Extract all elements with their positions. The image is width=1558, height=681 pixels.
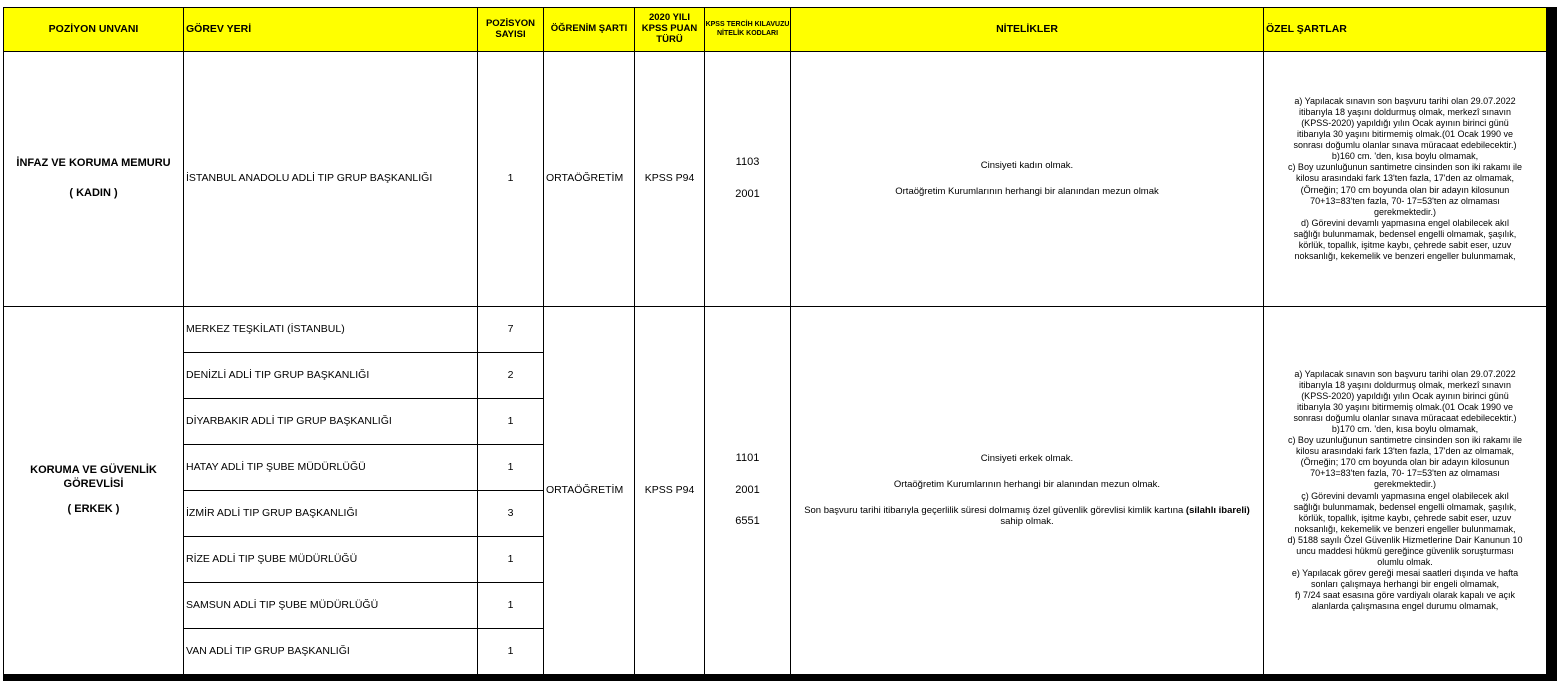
location-cell: İSTANBUL ANADOLU ADLİ TIP GRUP BAŞKANLIĞI [184,52,477,306]
position-title-cell [4,52,183,306]
nitelik-item: Cinsiyeti erkek olmak. [980,452,1074,464]
location-cell: MERKEZ TEŞKİLATI (İSTANBUL) [184,307,477,352]
count-cell: 1 [478,583,543,628]
header-pozisyon-sayisi: POZİSYON SAYISI [478,8,543,51]
nitelikler-cell [791,52,1263,306]
nitelik-code: 1103 [735,156,760,169]
header-nitelik-kodlari: KPSS TERCİH KILAVUZU NİTELİK KODLARI [705,8,790,51]
nitelik-code: 2001 [735,188,760,200]
count-cell: 3 [478,491,543,536]
header-ogrenim-sarti: ÖĞRENİM ŞARTI [544,8,634,51]
nitelik-bold-text: (silahlı ibareli) [1185,504,1250,516]
position-gender: ( ERKEK ) [67,503,120,516]
location-cell: DİYARBAKIR ADLİ TIP GRUP BAŞKANLIĞI [184,399,477,444]
nitelikler-cell [791,307,1263,674]
position-gender: ( KADIN ) [69,187,118,199]
header-pozisyon-unvani: POZİYON UNVANI [4,8,183,51]
location-cell: VAN ADLİ TIP GRUP BAŞKANLIĞI [184,629,477,674]
header-ozel-sartlar: ÖZEL ŞARTLAR [1264,8,1546,51]
count-cell: 1 [478,445,543,490]
location-cell: RİZE ADLİ TIP ŞUBE MÜDÜRLÜĞÜ [184,537,477,582]
ozel-sartlar-cell: a) Yapılacak sınavın son başvuru tarihi olan 29.07.2022 itibarıyla 18 yaşını doldurmuş olmak, merkezî sınavın (KPSS-2020) yapıldığı yılın Ocak ayının birinci günü itibarıyla 30 yaşını bitirmemiş olmak.(01 Ocak 1990 ve sonrası doğumlu olanlar sınava müracaat edebilecektir.) b)160 cm. 'den, kısa boylu olmamak, c) Boy uzunluğunun santimetre cinsinden son iki rakamı ile kilosu arasındaki fark 13'ten fazla, 17'den az olmamak, (Örneğin; 170 cm boyunda olan bir adayın kilosunun 70+13=83'ten fazla, 70- 17=53'ten az olmaması gerekmektedir.) d) Görevini devamlı yapmasına engel olabilecek akıl sağlığı bulunmamak, bedensel engelli olmamak, şaşılık, körlük, topallık, işitme kaybı, çehrede sabit eser, uzuv noksanlığı, kekemelik ve benzeri engeller bulunmamak, [1264,52,1546,306]
position-title: İNFAZ VE KORUMA MEMURU [16,157,171,170]
count-cell: 1 [478,629,543,674]
nitelik-item: Ortaöğretim Kurumlarının herhangi bir alanından mezun olmak. [893,478,1161,490]
codes-cell [705,307,790,674]
ogrenim-cell: ORTAÖĞRETİM [544,307,634,674]
nitelik-code: 2001 [735,483,760,496]
ogrenim-cell: ORTAÖĞRETİM [544,52,634,306]
puan-cell: KPSS P94 [635,52,704,306]
location-cell: HATAY ADLİ TIP ŞUBE MÜDÜRLÜĞÜ [184,445,477,490]
nitelik-item: Ortaöğretim Kurumlarının herhangi bir alanından mezun olmak [895,186,1159,197]
count-cell: 1 [478,52,543,306]
positions-table [3,7,1557,681]
nitelik-item: Cinsiyeti kadın olmak. [980,160,1074,172]
codes-cell [705,52,790,306]
header-nitelikler: NİTELİKLER [791,8,1263,51]
nitelik-code: 6551 [735,515,760,528]
nitelik-text: Son başvuru tarihi itibarıyla geçerlilik süresi dolmamış özel güvenlik görevlisi kimlik kartına [804,504,1186,516]
nitelik-item [799,505,1255,529]
location-cell: İZMİR ADLİ TIP GRUP BAŞKANLIĞI [184,491,477,536]
ozel-sartlar-cell: a) Yapılacak sınavın son başvuru tarihi olan 29.07.2022 itibarıyla 18 yaşını doldurmuş olmak, merkezî sınavın (KPSS-2020) yapıldığı yılın Ocak ayının birinci günü itibarıyla 30 yaşını bitirmemiş olmak.(01 Ocak 1990 ve sonrası doğumlu olanlar sınava müracaat edebilecektir.) b)170 cm. 'den, kısa boylu olmamak, c) Boy uzunluğunun santimetre cinsinden son iki rakamı ile kilosu arasındaki fark 13'ten fazla, 17'den az olmamak, (Örneğin; 170 cm boyunda olan bir adayın kilosunun 70+13=83'ten fazla, 70- 17=53'ten az olmaması gerekmektedir.) ç) Görevini devamlı yapmasına engel olabilecek akıl sağlığı bulunmamak, bedensel engelli olmamak, şaşılık, körlük, topallık, işitme kaybı, çehrede sabit eser, uzuv noksanlığı, kekemelik ve benzeri engeller bulunmamak, d) 5188 sayılı Özel Güvenlik Hizmetlerine Dair Kanunun 10 uncu maddesi hükmü gereğince güvenlik soruşturması olumlu olmak. e) Yapılacak görev gereği mesai saatleri dışında ve hafta sonları çalışmaya herhangi bir engeli olmamak, f) 7/24 saat esasına göre vardiyalı olarak kapalı ve açık alanlarda çalışmasına engel durumu olmamak, [1264,307,1546,674]
location-cell: SAMSUN ADLİ TIP ŞUBE MÜDÜRLÜĞÜ [184,583,477,628]
count-cell: 2 [478,353,543,398]
header-puan-turu: 2020 YILI KPSS PUAN TÜRÜ [635,8,704,51]
position-title: KORUMA VE GÜVENLİK GÖREVLİSİ [30,463,157,490]
count-cell: 1 [478,399,543,444]
nitelik-code: 1101 [735,451,760,464]
nitelik-text: sahip olmak. [1000,516,1054,528]
puan-cell: KPSS P94 [635,307,704,674]
count-cell: 7 [478,307,543,352]
location-cell: DENİZLİ ADLİ TIP GRUP BAŞKANLIĞI [184,353,477,398]
position-title-cell [4,307,183,674]
header-gorev-yeri: GÖREV YERİ [184,8,477,51]
count-cell: 1 [478,537,543,582]
